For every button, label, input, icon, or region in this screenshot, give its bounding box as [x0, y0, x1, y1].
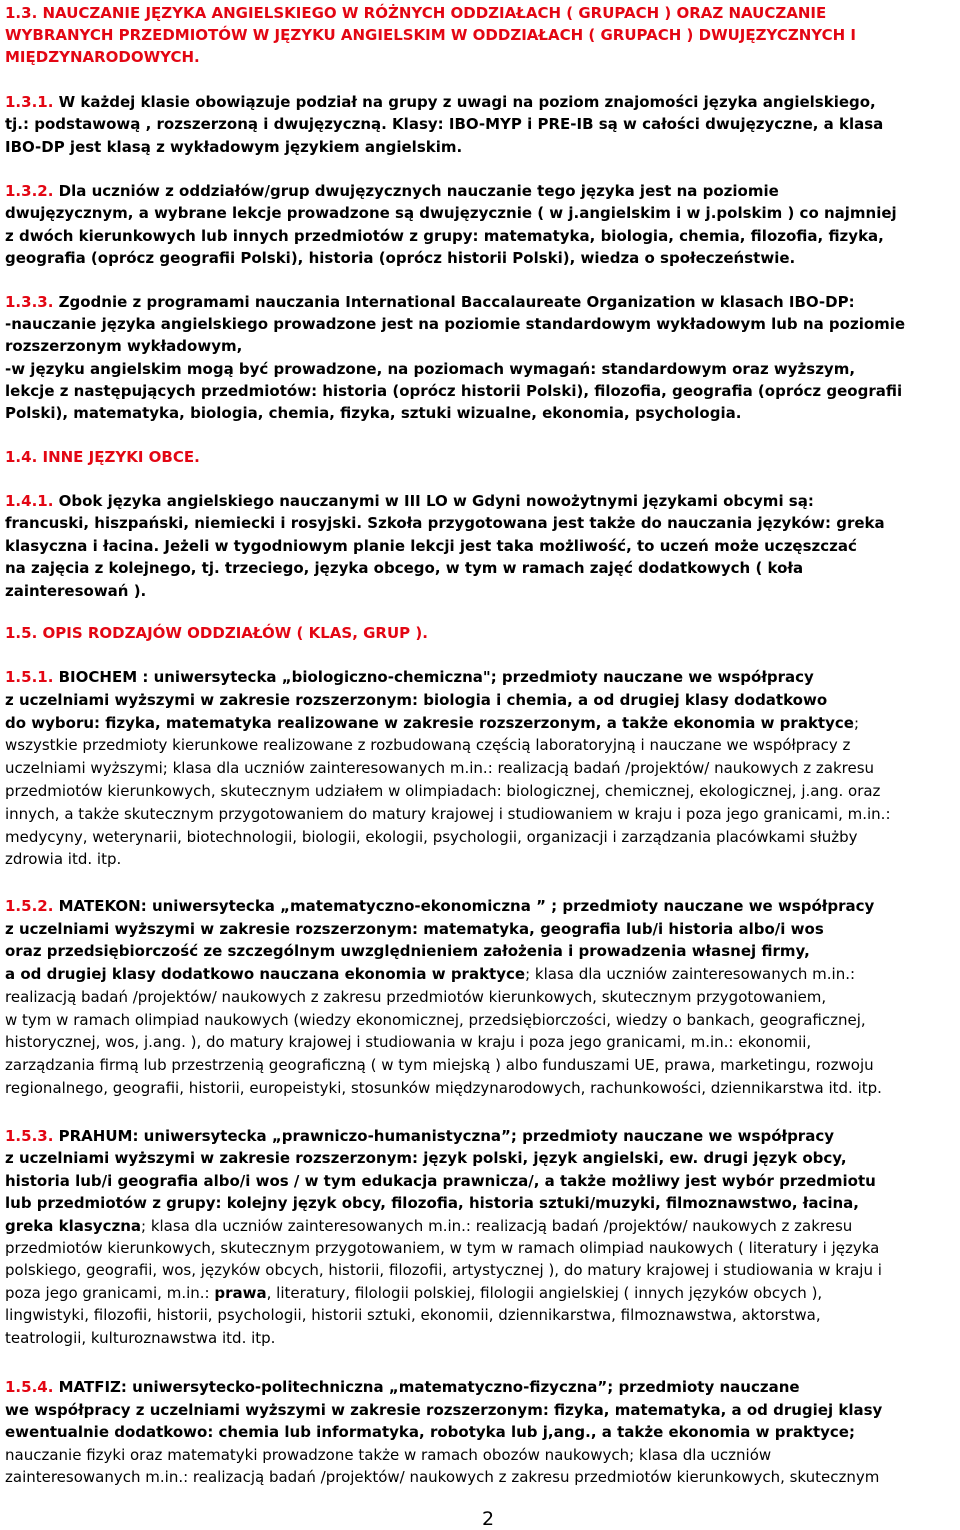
text-line — [5, 26, 856, 45]
text-line — [5, 227, 884, 246]
text-run: zainteresowań ). — [5, 581, 147, 600]
text-run: ; — [853, 713, 859, 732]
text-run: W każdej klasie obowiązuje podział na grupy z uwagi na poziom znajomości języka angielskiego, — [53, 93, 876, 111]
text-line — [5, 1378, 800, 1397]
section-number: 1.3.2. — [5, 182, 54, 200]
text-run: , literatury, filologii polskiej, filologii angielskiej ( innych języków obcych ), — [266, 1283, 823, 1302]
text-line — [5, 920, 824, 939]
text-line — [5, 1079, 882, 1098]
text-run: medycyny, weterynarii, biotechnologii, biologii, ekologii, psychologii, organizacji i zarządzania placówkami służby — [5, 827, 858, 846]
section-number: 1.3. NAUCZANIE JĘZYKA ANGIELSKIEGO W RÓŻNYCH ODDZIAŁACH ( GRUPACH ) ORAZ NAUCZANIE — [5, 4, 827, 22]
text-line — [5, 582, 146, 601]
text-run: lekcje z następujących przedmiotów: historia (oprócz historii Polski), filozofia, geografia (oprócz geografii — [5, 381, 903, 400]
text-line — [5, 448, 200, 467]
text-line — [5, 1446, 771, 1465]
text-line — [5, 559, 803, 578]
text-run: wszystkie przedmioty kierunkowe realizowane z rozbudowaną częścią laboratoryjną i nauczane we współpracy z — [5, 736, 851, 755]
text-line — [5, 850, 121, 869]
text-line — [5, 1401, 882, 1420]
text-line — [5, 115, 883, 134]
section-number: MIĘDZYNARODOWYCH. — [5, 48, 200, 67]
text-line — [5, 1217, 852, 1236]
text-run: greka klasyczna — [5, 1216, 141, 1235]
section-number: 1.5.3. — [5, 1127, 54, 1145]
text-run: PRAHUM: uniwersytecka „prawniczo-humanistyczna”; przedmioty nauczane we współpracy — [53, 1127, 834, 1145]
text-line — [5, 714, 859, 733]
text-run: Zgodnie z programami nauczania International Baccalaureate Organization w klasach IBO-DP: — [53, 293, 855, 311]
text-line — [5, 204, 897, 223]
text-line — [5, 337, 242, 356]
section-number: 1.5.1. — [5, 668, 54, 686]
text-run: zdrowia itd. itp. — [5, 850, 122, 869]
text-line — [5, 942, 810, 961]
text-run: uczelniami wyższymi; klasa dla uczniów zainteresowanych m.in.: realizacją badań /projektów/ naukowych z zakresu — [5, 759, 875, 778]
text-run: regionalnego, geografii, historii, europeistyki, stosunków międzynarodowych, rachunkowości, dziennikarstwa itd. itp. — [5, 1078, 882, 1097]
text-run: na zajęcia z kolejnego, tj. trzeciego, języka obcego, w tym w ramach zajęć dodatkowych ( koła — [5, 559, 804, 578]
text-run: we współpracy z uczelniami wyższymi w zakresie rozszerzonym: fizyka, matematyka, a od drugiej klasy — [5, 1400, 883, 1419]
text-line — [5, 1194, 859, 1213]
text-line — [5, 537, 857, 556]
text-line — [5, 360, 855, 379]
text-run: z uczelniami wyższymi w zakresie rozszerzonym: biologia i chemia, a od drugiej klasy dodatkowo — [5, 690, 828, 709]
text-run: klasyczna i łacina. — [5, 536, 160, 555]
section-number: 1.3.3. — [5, 293, 54, 311]
text-run: lingwistyki, filozofii, historii, psychologii, historii sztuki, ekonomii, dziennikarstwa, filmoznawstwa, aktorstwa, — [5, 1306, 821, 1325]
text-line — [5, 1468, 879, 1487]
text-run: Szkoła przygotowana jest także do nauczania języków: greka — [362, 514, 885, 533]
text-run: przedmiotów kierunkowych, skutecznym przygotowaniem, w tym w ramach olimpiad naukowych ( literatury i języka — [5, 1239, 880, 1257]
text-run: tj.: podstawową , rozszerzoną i dwujęzyczną. — [5, 115, 387, 134]
text-run: ; klasa dla uczniów zainteresowanych m.in.: — [525, 965, 856, 984]
text-run: z uczelniami wyższymi w zakresie rozszerzonym: język polski, język angielski, ew. drugi język obcy, — [5, 1149, 847, 1168]
text-run: IBO-DP jest klasą z wykładowym językiem angielskim. — [5, 137, 463, 156]
text-run: rozszerzonym wykładowym, — [5, 337, 243, 356]
text-line — [5, 897, 874, 916]
section-number: 1.5.4. — [5, 1378, 54, 1396]
text-run: z uczelniami wyższymi w zakresie rozszerzonym: matematyka, geografia lub/i historia albo/i wos — [5, 919, 824, 938]
text-line — [5, 1172, 876, 1191]
text-line — [5, 514, 885, 533]
text-line — [5, 249, 795, 268]
section-number: 1.4. INNE JĘZYKI OBCE. — [5, 448, 200, 466]
text-line — [5, 1261, 882, 1280]
text-run: lub przedmiotów z grupy: kolejny język obcy, filozofia, historia sztuki/muzyki, filmoznawstwo, łacina, — [5, 1194, 860, 1213]
text-run: innych, a także skutecznym przygotowaniem do matury krajowej i studiowaniem w kraju i poza jego granicami, m.in.: — [5, 804, 891, 823]
text-run: teatrologii, kulturoznawstwa itd. itp. — [5, 1328, 276, 1347]
text-line — [5, 182, 779, 201]
section-number: 1.3.1. — [5, 93, 54, 111]
section-number: 1.4.1. — [5, 492, 54, 510]
text-line — [5, 382, 902, 401]
text-run: Klasy: IBO-MYP i PRE-IB są w całości dwujęzyczne, a klasa — [386, 115, 884, 134]
text-line — [5, 1423, 855, 1442]
text-line — [5, 828, 858, 847]
text-run: zainteresowanych m.in.: realizacją badań /projektów/ naukowych z zakresu przedmiotów kierunkowych, skutecznym — [5, 1468, 880, 1486]
section-number: 1.5.2. — [5, 897, 54, 915]
text-line — [5, 315, 905, 334]
text-run: dwujęzycznym, a wybrane lekcje prowadzone są dwujęzycznie ( w j.angielskim i w j.polskim ) co najmniej — [5, 204, 897, 223]
text-run: z dwóch kierunkowych lub innych przedmiotów z grupy: matematyka, biologia, chemia, filozofia, fizyka, — [5, 226, 884, 245]
text-line — [5, 1239, 879, 1258]
page-number: 2 — [482, 1508, 495, 1530]
text-run: Jeżeli w tygodniowym planie lekcji jest taka możliwość, to uczeń może uczęszczać — [159, 536, 857, 555]
text-run: zarządzania firmą lub przestrzenią geograficzną ( w tym miejską ) albo funduszami UE, prawa, marketingu, rozwoju — [5, 1055, 874, 1074]
text-run: poza jego granicami, m.in.: — [5, 1283, 215, 1302]
text-line — [5, 988, 826, 1007]
section-number: WYBRANYCH PRZEDMIOTÓW W JĘZYKU ANGIELSKIM W ODDZIAŁACH ( GRUPACH ) DWUJĘZYCZNYCH I — [5, 26, 856, 45]
text-run: historycznej, wos, j.ang. ), do matury krajowej i studiowania w kraju i poza jego granicami, m.in.: ekonomii, — [5, 1033, 812, 1052]
text-run: prawa — [214, 1283, 267, 1302]
text-line — [5, 782, 880, 801]
text-run: BIOCHEM : uniwersytecka „biologiczno-chemiczna"; przedmioty nauczane we współpracy — [53, 668, 814, 686]
text-line — [5, 668, 814, 687]
text-run: realizacją badań /projektów/ naukowych z zakresu przedmiotów kierunkowych, skutecznym przygotowaniem, — [5, 987, 827, 1006]
text-line — [5, 4, 826, 23]
text-run: -nauczanie języka angielskiego prowadzone jest na poziomie standardowym wykładowym lub na poziomie — [5, 315, 906, 334]
text-line — [5, 48, 200, 67]
text-run: przedmiotów kierunkowych, skutecznym udziałem w olimpiadach: biologicznej, chemicznej, ekologicznej, j.ang. oraz — [5, 782, 881, 800]
text-line — [5, 736, 850, 755]
text-line — [5, 1284, 822, 1303]
text-run: oraz przedsiębiorczość ze szczególnym uwzględnieniem założenia i prowadzenia własnej firmy, — [5, 942, 810, 961]
text-line — [5, 1056, 874, 1075]
text-run: ewentualnie dodatkowo: chemia lub informatyka, robotyka lub j,ang., a także ekonomia w praktyce; — [5, 1423, 855, 1441]
text-run: w tym w ramach olimpiad naukowych (wiedzy ekonomicznej, przedsiębiorczości, wiedzy o bankach, geograficznej, — [5, 1010, 866, 1029]
text-run: ; klasa dla uczniów zainteresowanych m.in.: realizacją badań /projektów/ naukowych z zakresu — [141, 1216, 853, 1235]
text-run: geografia (oprócz geografii Polski), historia (oprócz historii Polski), wiedza o społeczeństwie. — [5, 248, 796, 267]
text-run: polskiego, geografii, wos, języków obcych, historii, filozofii, artystycznej ), do matury krajowej i studiowania w kraju i — [5, 1261, 882, 1280]
text-line — [5, 93, 876, 112]
text-run: -w języku angielskim mogą być prowadzone, na poziomach wymagań: standardowym oraz wyższym, — [5, 359, 856, 378]
text-line — [5, 805, 891, 824]
text-run: Obok języka angielskiego nauczanymi w III LO w Gdyni nowożytnymi językami obcymi są: — [53, 492, 814, 510]
text-line — [5, 759, 874, 778]
section-number: 1.5. OPIS RODZAJÓW ODDZIAŁÓW ( KLAS, GRUP ). — [5, 624, 428, 642]
text-run: Polski), matematyka, biologia, chemia, fizyka, sztuki wizualne, ekonomia, psychologia. — [5, 404, 742, 422]
text-line — [5, 1306, 821, 1325]
text-line — [5, 404, 741, 423]
text-run: Dla uczniów z oddziałów/grup dwujęzycznych nauczanie tego języka jest na poziomie — [53, 182, 779, 200]
text-run: historia lub/i geografia albo/i wos / w tym edukacja prawnicza/, a także możliwy jest wybór przedmiotu — [5, 1171, 876, 1190]
text-line — [5, 691, 827, 710]
text-line — [5, 492, 814, 511]
text-run: a od drugiej klasy dodatkowo nauczana ekonomia w praktyce — [5, 965, 526, 984]
text-line — [5, 1033, 811, 1052]
text-run: do wyboru: fizyka, matematyka realizowane w zakresie rozszerzonym, a także ekonomia w praktyce — [5, 713, 854, 732]
text-line — [5, 1127, 834, 1146]
text-line — [5, 1149, 847, 1168]
text-line — [5, 1011, 866, 1030]
text-run: francuski, hiszpański, niemiecki i rosyjski. — [5, 514, 363, 533]
text-run: MATFIZ: uniwersytecko-politechniczna „matematyczno-fizyczna”; przedmioty nauczane — [53, 1378, 800, 1396]
text-line — [5, 293, 855, 312]
text-line — [5, 965, 855, 984]
text-run: MATEKON: uniwersytecka „matematyczno-ekonomiczna ” ; przedmioty nauczane we współpracy — [53, 897, 875, 915]
text-line — [5, 138, 462, 157]
text-run: nauczanie fizyki oraz matematyki prowadzone także w ramach obozów naukowych; klasa dla uczniów — [5, 1445, 772, 1464]
text-line — [5, 624, 428, 643]
text-line — [5, 1329, 275, 1348]
